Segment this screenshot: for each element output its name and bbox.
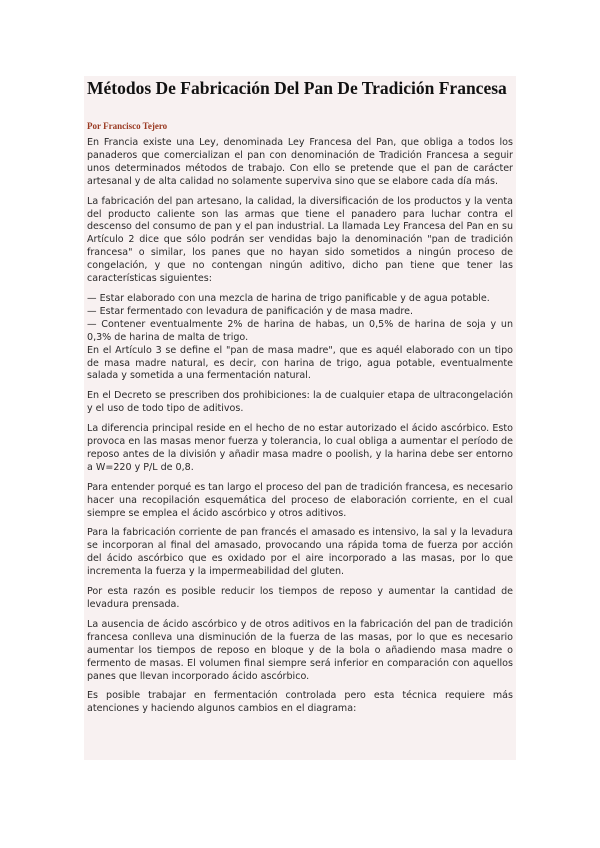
- paragraph: En Francia existe una Ley, denominada Ley Francesa del Pan, que obliga a todos los panaderos que comercializan el pan con denominación de Tradición Francesa a seguir unos determinados métodos de trabajo. Con ello se pretende que el pan de carácter artesanal y de alta calidad no solamente superviva sino que se elabore cada día más.: [87, 137, 513, 187]
- article-byline: Por Francisco Tejero: [87, 121, 168, 131]
- paragraph: La ausencia de ácido ascórbico y de otros aditivos en la fabricación del pan de tradición francesa conlleva una disminución de la fuerza de las masas, por lo que es necesario aumentar los tiempos de reposo en bloque y de la bola o añadiendo masa madre o fermento de masas. El volumen final siempre será inferior en comparación con aquellos panes que llevan incorporado ácido ascórbico.: [87, 618, 513, 682]
- paragraph: Por esta razón es posible reducir los tiempos de reposo y aumentar la cantidad de levadura prensada.: [87, 586, 513, 610]
- list-item: — Estar elaborado con una mezcla de harina de trigo panificable y de agua potable.: [87, 292, 490, 304]
- requirements-list: [87, 293, 513, 383]
- paragraph: En el Decreto se prescriben dos prohibiciones: la de cualquier etapa de ultracongelación y el uso de todo tipo de aditivos.: [87, 390, 513, 415]
- article-body: [87, 137, 513, 723]
- paragraph: La diferencia principal reside en el hecho de no estar autorizado el ácido ascórbico. Esto provoca en las masas menor fuerza y tolerancia, lo cual obliga a aumentar el período de reposo antes de la división y añadir masa madre o poolish, y la harina debe ser entorno a W=220 y P/L de 0,8.: [87, 423, 513, 473]
- paragraph: Para entender porqué es tan largo el proceso del pan de tradición francesa, es necesario hacer una recopilación esquemática del proceso de elaboración corriente, en el cual siempre se emplea el ácido ascórbico y otros aditivos.: [87, 481, 513, 519]
- paragraph: La fabricación del pan artesano, la calidad, la diversificación de los productos y la venta del producto caliente son las armas que tiene el panadero para luchar contra el descenso del consumo de pan y el pan industrial. La llamada Ley Francesa del Pan en su Artículo 2 dice que sólo podrán ser vendidas bajo la denominación "pan de tradición francesa" o similar, los panes que no hayan sido sometidos a ningún proceso de congelación, y que no contengan ningún aditivo, dicho pan tiene que tener las características siguientes:: [87, 195, 513, 285]
- list-item: — Estar fermentado con levadura de panificación y de masa madre.: [87, 305, 414, 317]
- paragraph: Es posible trabajar en fermentación controlada pero esta técnica requiere más atenciones y haciendo algunos cambios en el diagrama:: [87, 690, 513, 715]
- paragraph: Para la fabricación corriente de pan francés el amasado es intensivo, la sal y la levadura se incorporan al final del amasado, provocando una rápida toma de fuerza por acción del ácido ascórbico que es oxidado por el aire incorporado a las masas, por lo que incrementa la fuerza y la impermeabilidad del gluten.: [87, 527, 513, 578]
- list-item: — Contener eventualmente 2% de harina de habas, un 0,5% de harina de soja y un 0,3% de harina de malta de trigo.: [87, 318, 513, 343]
- list-item: En el Artículo 3 se define el "pan de masa madre", que es aquél elaborado con un tipo de masa madre natural, es decir, con harina de trigo, agua potable, eventualmente salada y sometida a una fermentación natural.: [87, 344, 513, 382]
- article-title: Métodos De Fabricación Del Pan De Tradición Francesa: [87, 78, 507, 98]
